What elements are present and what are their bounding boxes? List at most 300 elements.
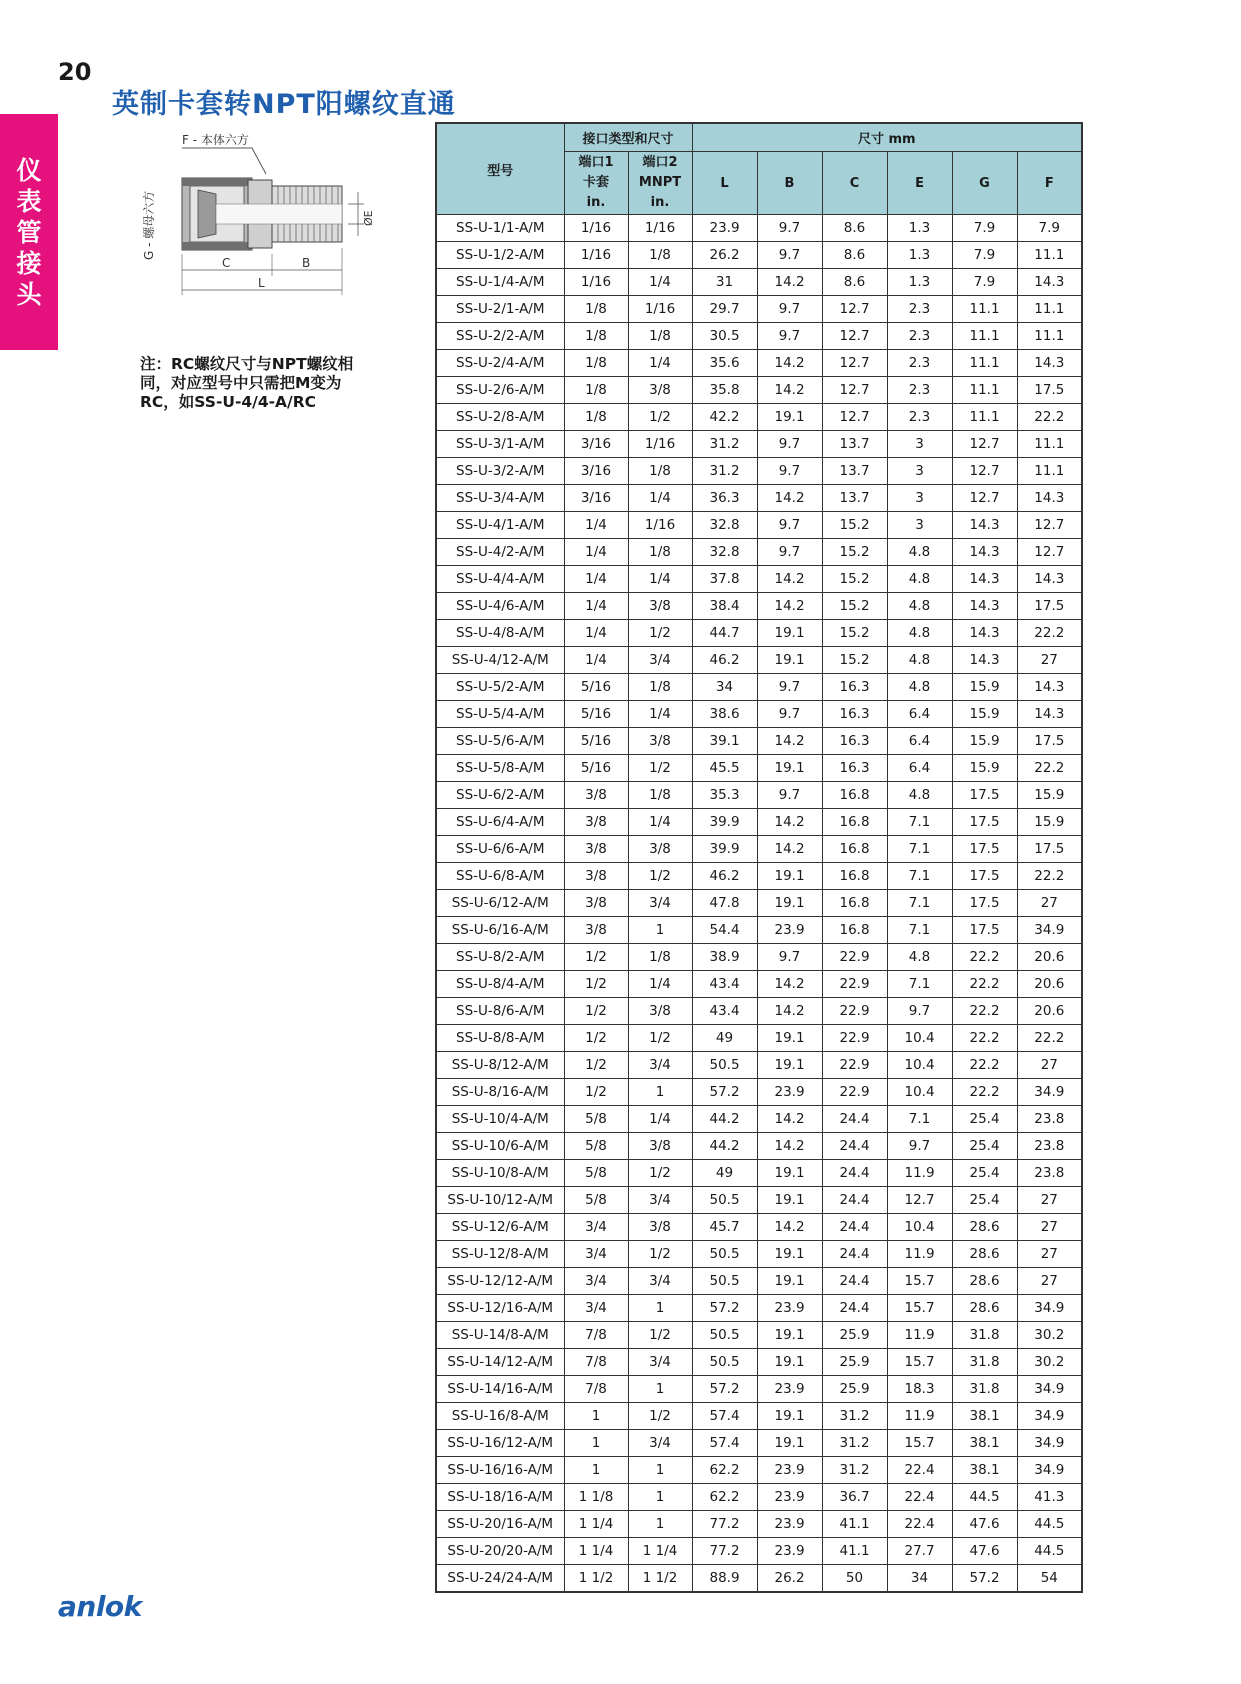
cell-e: 15.7 — [887, 1268, 952, 1295]
cell-port1: 1/2 — [564, 971, 628, 998]
cell-c: 41.1 — [822, 1538, 887, 1565]
cell-l: 26.2 — [692, 242, 757, 269]
cell-g: 11.1 — [952, 350, 1017, 377]
cell-model: SS-U-12/12-A/M — [436, 1268, 564, 1295]
cell-f: 17.5 — [1017, 836, 1082, 863]
cell-e: 7.1 — [887, 836, 952, 863]
cell-port2: 3/8 — [628, 728, 692, 755]
cell-g: 44.5 — [952, 1484, 1017, 1511]
cell-f: 34.9 — [1017, 1403, 1082, 1430]
cell-b: 9.7 — [757, 539, 822, 566]
cell-b: 14.2 — [757, 377, 822, 404]
cell-model: SS-U-12/6-A/M — [436, 1214, 564, 1241]
cell-l: 50.5 — [692, 1241, 757, 1268]
cell-g: 25.4 — [952, 1160, 1017, 1187]
cell-port2: 3/4 — [628, 1187, 692, 1214]
table-row — [436, 1295, 1082, 1322]
cell-port1: 3/8 — [564, 809, 628, 836]
cell-c: 15.2 — [822, 566, 887, 593]
cell-b: 14.2 — [757, 485, 822, 512]
cell-model: SS-U-1/4-A/M — [436, 269, 564, 296]
cell-f: 11.1 — [1017, 458, 1082, 485]
cell-c: 24.4 — [822, 1241, 887, 1268]
cell-port1: 3/16 — [564, 485, 628, 512]
cell-e: 4.8 — [887, 647, 952, 674]
cell-e: 3 — [887, 512, 952, 539]
cell-model: SS-U-4/12-A/M — [436, 647, 564, 674]
cell-b: 19.1 — [757, 1349, 822, 1376]
cell-c: 22.9 — [822, 1052, 887, 1079]
cell-port2: 3/4 — [628, 647, 692, 674]
cell-model: SS-U-6/4-A/M — [436, 809, 564, 836]
cell-l: 38.6 — [692, 701, 757, 728]
cell-model: SS-U-3/4-A/M — [436, 485, 564, 512]
cell-port2: 1/2 — [628, 1160, 692, 1187]
cell-l: 50.5 — [692, 1052, 757, 1079]
cell-port1: 1/16 — [564, 269, 628, 296]
cell-l: 31 — [692, 269, 757, 296]
cell-b: 9.7 — [757, 674, 822, 701]
cell-port2: 1 — [628, 1079, 692, 1106]
cell-f: 11.1 — [1017, 323, 1082, 350]
cell-f: 27 — [1017, 1268, 1082, 1295]
cell-g: 17.5 — [952, 890, 1017, 917]
table-row — [436, 674, 1082, 701]
cell-c: 24.4 — [822, 1187, 887, 1214]
cell-b: 14.2 — [757, 1106, 822, 1133]
cell-e: 4.8 — [887, 620, 952, 647]
cell-b: 23.9 — [757, 917, 822, 944]
cell-model: SS-U-5/4-A/M — [436, 701, 564, 728]
cell-f: 27 — [1017, 1241, 1082, 1268]
cell-f: 12.7 — [1017, 512, 1082, 539]
table-row — [436, 1349, 1082, 1376]
cell-model: SS-U-10/8-A/M — [436, 1160, 564, 1187]
cell-g: 57.2 — [952, 1565, 1017, 1593]
cell-e: 27.7 — [887, 1538, 952, 1565]
cell-model: SS-U-20/16-A/M — [436, 1511, 564, 1538]
cell-model: SS-U-6/6-A/M — [436, 836, 564, 863]
cell-model: SS-U-4/8-A/M — [436, 620, 564, 647]
table-row — [436, 863, 1082, 890]
cell-port1: 5/8 — [564, 1106, 628, 1133]
table-row — [436, 1268, 1082, 1295]
table-row — [436, 296, 1082, 323]
cell-b: 23.9 — [757, 1538, 822, 1565]
cell-port1: 7/8 — [564, 1322, 628, 1349]
header-dim-l: L — [692, 152, 757, 215]
table-row — [436, 701, 1082, 728]
cell-b: 19.1 — [757, 1187, 822, 1214]
table-row — [436, 458, 1082, 485]
cell-e: 6.4 — [887, 701, 952, 728]
diagram-label-c: C — [222, 256, 231, 270]
cell-g: 28.6 — [952, 1268, 1017, 1295]
cell-f: 23.8 — [1017, 1160, 1082, 1187]
cell-g: 22.2 — [952, 971, 1017, 998]
cell-model: SS-U-8/2-A/M — [436, 944, 564, 971]
cell-port1: 1/16 — [564, 215, 628, 242]
cell-g: 12.7 — [952, 458, 1017, 485]
cell-f: 23.8 — [1017, 1106, 1082, 1133]
cell-port1: 5/8 — [564, 1133, 628, 1160]
cell-f: 44.5 — [1017, 1511, 1082, 1538]
cell-l: 77.2 — [692, 1538, 757, 1565]
cell-port2: 3/4 — [628, 1052, 692, 1079]
cell-f: 27 — [1017, 890, 1082, 917]
cell-c: 8.6 — [822, 215, 887, 242]
cell-port1: 5/8 — [564, 1187, 628, 1214]
cell-port2: 1/2 — [628, 1241, 692, 1268]
cell-e: 12.7 — [887, 1187, 952, 1214]
table-row — [436, 782, 1082, 809]
cell-e: 3 — [887, 431, 952, 458]
table-row — [436, 620, 1082, 647]
cell-l: 35.8 — [692, 377, 757, 404]
cell-port2: 1/4 — [628, 350, 692, 377]
cell-b: 19.1 — [757, 404, 822, 431]
cell-b: 19.1 — [757, 863, 822, 890]
cell-model: SS-U-2/2-A/M — [436, 323, 564, 350]
cell-b: 19.1 — [757, 1322, 822, 1349]
cell-l: 45.5 — [692, 755, 757, 782]
cell-g: 11.1 — [952, 323, 1017, 350]
cell-port1: 1/4 — [564, 593, 628, 620]
cell-e: 7.1 — [887, 971, 952, 998]
header-dim-g: G — [952, 152, 1017, 215]
page-number: 20 — [58, 58, 92, 86]
cell-c: 24.4 — [822, 1160, 887, 1187]
cell-g: 7.9 — [952, 215, 1017, 242]
cell-g: 22.2 — [952, 944, 1017, 971]
cell-c: 31.2 — [822, 1430, 887, 1457]
cell-port1: 1/2 — [564, 1025, 628, 1052]
table-row — [436, 1322, 1082, 1349]
cell-port2: 1 1/2 — [628, 1565, 692, 1593]
cell-f: 11.1 — [1017, 431, 1082, 458]
cell-port1: 5/8 — [564, 1160, 628, 1187]
cell-g: 7.9 — [952, 269, 1017, 296]
cell-port1: 5/16 — [564, 755, 628, 782]
cell-g: 22.2 — [952, 1025, 1017, 1052]
cell-l: 35.6 — [692, 350, 757, 377]
cell-b: 23.9 — [757, 1511, 822, 1538]
cell-e: 15.7 — [887, 1295, 952, 1322]
diagram-label-e: ØE — [362, 210, 375, 226]
cell-model: SS-U-3/2-A/M — [436, 458, 564, 485]
cell-port2: 1/2 — [628, 1025, 692, 1052]
header-port-group: 接口类型和尺寸 — [564, 123, 692, 152]
cell-port2: 3/4 — [628, 1268, 692, 1295]
cell-c: 13.7 — [822, 431, 887, 458]
cell-e: 15.7 — [887, 1349, 952, 1376]
cell-l: 88.9 — [692, 1565, 757, 1593]
cell-port2: 1/2 — [628, 1403, 692, 1430]
cell-b: 23.9 — [757, 1295, 822, 1322]
cell-l: 44.7 — [692, 620, 757, 647]
cell-b: 19.1 — [757, 1403, 822, 1430]
cell-l: 57.2 — [692, 1079, 757, 1106]
cell-c: 22.9 — [822, 971, 887, 998]
table-row — [436, 593, 1082, 620]
cell-port2: 1 — [628, 1457, 692, 1484]
cell-e: 34 — [887, 1565, 952, 1593]
cell-e: 2.3 — [887, 323, 952, 350]
cell-port2: 1 1/4 — [628, 1538, 692, 1565]
cell-model: SS-U-14/16-A/M — [436, 1376, 564, 1403]
cell-port2: 3/8 — [628, 836, 692, 863]
cell-g: 31.8 — [952, 1349, 1017, 1376]
cell-e: 1.3 — [887, 269, 952, 296]
cell-f: 14.3 — [1017, 674, 1082, 701]
cell-e: 11.9 — [887, 1403, 952, 1430]
cell-c: 22.9 — [822, 998, 887, 1025]
cell-c: 16.3 — [822, 728, 887, 755]
cell-b: 23.9 — [757, 1376, 822, 1403]
cell-g: 31.8 — [952, 1376, 1017, 1403]
cell-c: 31.2 — [822, 1457, 887, 1484]
cell-model: SS-U-8/4-A/M — [436, 971, 564, 998]
table-row — [436, 539, 1082, 566]
cell-b: 14.2 — [757, 593, 822, 620]
cell-e: 22.4 — [887, 1484, 952, 1511]
cell-port2: 1 — [628, 1511, 692, 1538]
cell-model: SS-U-10/6-A/M — [436, 1133, 564, 1160]
cell-port1: 1/2 — [564, 944, 628, 971]
cell-f: 22.2 — [1017, 1025, 1082, 1052]
table-row — [436, 836, 1082, 863]
cell-f: 27 — [1017, 647, 1082, 674]
cell-c: 16.8 — [822, 917, 887, 944]
cell-g: 28.6 — [952, 1295, 1017, 1322]
cell-b: 14.2 — [757, 836, 822, 863]
cell-f: 30.2 — [1017, 1322, 1082, 1349]
cell-g: 28.6 — [952, 1214, 1017, 1241]
cell-l: 42.2 — [692, 404, 757, 431]
cell-port2: 1/4 — [628, 971, 692, 998]
cell-l: 34 — [692, 674, 757, 701]
cell-port2: 1 — [628, 1295, 692, 1322]
cell-f: 14.3 — [1017, 350, 1082, 377]
cell-c: 16.8 — [822, 890, 887, 917]
cell-model: SS-U-20/20-A/M — [436, 1538, 564, 1565]
cell-l: 49 — [692, 1160, 757, 1187]
cell-port1: 1/8 — [564, 350, 628, 377]
cell-model: SS-U-4/1-A/M — [436, 512, 564, 539]
cell-c: 25.9 — [822, 1376, 887, 1403]
cell-model: SS-U-4/2-A/M — [436, 539, 564, 566]
table-row — [436, 431, 1082, 458]
cell-b: 23.9 — [757, 1079, 822, 1106]
cell-f: 27 — [1017, 1214, 1082, 1241]
side-tab — [0, 114, 58, 350]
cell-model: SS-U-6/2-A/M — [436, 782, 564, 809]
cell-b: 14.2 — [757, 971, 822, 998]
cell-l: 50.5 — [692, 1187, 757, 1214]
cell-b: 9.7 — [757, 701, 822, 728]
cell-e: 10.4 — [887, 1079, 952, 1106]
cell-c: 31.2 — [822, 1403, 887, 1430]
table-row — [436, 1403, 1082, 1430]
cell-e: 10.4 — [887, 1025, 952, 1052]
cell-l: 45.7 — [692, 1214, 757, 1241]
cell-port2: 3/4 — [628, 1430, 692, 1457]
table-row — [436, 1457, 1082, 1484]
cell-f: 11.1 — [1017, 296, 1082, 323]
cell-port2: 1/8 — [628, 539, 692, 566]
cell-port2: 1/2 — [628, 863, 692, 890]
table-row — [436, 728, 1082, 755]
diagram-label-b: B — [302, 256, 311, 270]
cell-port1: 3/4 — [564, 1214, 628, 1241]
cell-g: 17.5 — [952, 782, 1017, 809]
cell-g: 47.6 — [952, 1511, 1017, 1538]
cell-e: 4.8 — [887, 566, 952, 593]
cell-model: SS-U-10/12-A/M — [436, 1187, 564, 1214]
cell-b: 9.7 — [757, 242, 822, 269]
cell-f: 14.3 — [1017, 269, 1082, 296]
cell-e: 11.9 — [887, 1160, 952, 1187]
cell-g: 47.6 — [952, 1538, 1017, 1565]
cell-e: 3 — [887, 458, 952, 485]
cell-c: 16.8 — [822, 863, 887, 890]
table-row — [436, 1430, 1082, 1457]
cell-g: 25.4 — [952, 1106, 1017, 1133]
cell-e: 7.1 — [887, 1106, 952, 1133]
cell-e: 11.9 — [887, 1241, 952, 1268]
header-dim-group: 尺寸 mm — [692, 123, 1082, 152]
table-row — [436, 1511, 1082, 1538]
cell-l: 43.4 — [692, 971, 757, 998]
cell-model: SS-U-14/12-A/M — [436, 1349, 564, 1376]
cell-c: 16.8 — [822, 809, 887, 836]
cell-b: 14.2 — [757, 350, 822, 377]
cell-c: 24.4 — [822, 1106, 887, 1133]
fitting-diagram — [130, 130, 400, 310]
cell-f: 14.3 — [1017, 566, 1082, 593]
cell-g: 12.7 — [952, 431, 1017, 458]
cell-f: 34.9 — [1017, 1376, 1082, 1403]
cell-g: 15.9 — [952, 728, 1017, 755]
cell-c: 16.3 — [822, 674, 887, 701]
cell-port1: 1 1/4 — [564, 1511, 628, 1538]
cell-model: SS-U-5/2-A/M — [436, 674, 564, 701]
table-row — [436, 404, 1082, 431]
side-tab-char: 接 — [16, 248, 42, 278]
cell-e: 7.1 — [887, 809, 952, 836]
cell-f: 20.6 — [1017, 998, 1082, 1025]
cell-c: 16.3 — [822, 701, 887, 728]
rc-thread-note: 注：RC螺纹尺寸与NPT螺纹相同，对应型号中只需把M变为RC，如SS-U-4/4-A/RC — [140, 355, 354, 411]
cell-port1: 1/8 — [564, 377, 628, 404]
cell-l: 50.5 — [692, 1349, 757, 1376]
cell-e: 6.4 — [887, 755, 952, 782]
table-row — [436, 1538, 1082, 1565]
cell-f: 34.9 — [1017, 917, 1082, 944]
cell-l: 44.2 — [692, 1106, 757, 1133]
table-row — [436, 890, 1082, 917]
cell-f: 20.6 — [1017, 944, 1082, 971]
cell-c: 8.6 — [822, 242, 887, 269]
cell-l: 29.7 — [692, 296, 757, 323]
cell-port1: 3/16 — [564, 431, 628, 458]
cell-c: 25.9 — [822, 1349, 887, 1376]
cell-c: 24.4 — [822, 1268, 887, 1295]
cell-g: 11.1 — [952, 404, 1017, 431]
cell-c: 15.2 — [822, 512, 887, 539]
cell-l: 46.2 — [692, 863, 757, 890]
cell-c: 15.2 — [822, 539, 887, 566]
cell-port2: 1 — [628, 1376, 692, 1403]
table-row — [436, 242, 1082, 269]
cell-b: 14.2 — [757, 1214, 822, 1241]
cell-g: 14.3 — [952, 647, 1017, 674]
cell-b: 14.2 — [757, 809, 822, 836]
table-body — [436, 215, 1082, 1593]
cell-l: 32.8 — [692, 539, 757, 566]
cell-port1: 1/4 — [564, 620, 628, 647]
cell-model: SS-U-12/16-A/M — [436, 1295, 564, 1322]
cell-b: 14.2 — [757, 728, 822, 755]
cell-model: SS-U-8/6-A/M — [436, 998, 564, 1025]
cell-port1: 1/8 — [564, 296, 628, 323]
cell-g: 31.8 — [952, 1322, 1017, 1349]
table-row — [436, 755, 1082, 782]
table-row — [436, 350, 1082, 377]
cell-b: 14.2 — [757, 269, 822, 296]
table-row — [436, 323, 1082, 350]
cell-l: 35.3 — [692, 782, 757, 809]
header-dim-b: B — [757, 152, 822, 215]
cell-e: 10.4 — [887, 1214, 952, 1241]
cell-port1: 3/4 — [564, 1241, 628, 1268]
cell-l: 38.4 — [692, 593, 757, 620]
cell-g: 14.3 — [952, 539, 1017, 566]
cell-g: 12.7 — [952, 485, 1017, 512]
cell-c: 13.7 — [822, 485, 887, 512]
cell-model: SS-U-10/4-A/M — [436, 1106, 564, 1133]
table-row — [436, 1241, 1082, 1268]
cell-e: 1.3 — [887, 215, 952, 242]
cell-f: 22.2 — [1017, 404, 1082, 431]
cell-b: 14.2 — [757, 1133, 822, 1160]
table-row — [436, 998, 1082, 1025]
cell-g: 7.9 — [952, 242, 1017, 269]
cell-f: 14.3 — [1017, 485, 1082, 512]
cell-port2: 1/4 — [628, 809, 692, 836]
diagram-label-l: L — [258, 276, 265, 290]
cell-b: 9.7 — [757, 215, 822, 242]
cell-l: 46.2 — [692, 647, 757, 674]
cell-model: SS-U-6/8-A/M — [436, 863, 564, 890]
cell-l: 77.2 — [692, 1511, 757, 1538]
cell-b: 19.1 — [757, 1268, 822, 1295]
header-dim-c: C — [822, 152, 887, 215]
cell-port2: 1 — [628, 917, 692, 944]
cell-e: 7.1 — [887, 890, 952, 917]
cell-port2: 1/8 — [628, 782, 692, 809]
cell-b: 19.1 — [757, 1241, 822, 1268]
table-row — [436, 1052, 1082, 1079]
table-row — [436, 1160, 1082, 1187]
cell-port1: 5/16 — [564, 728, 628, 755]
table-row — [436, 485, 1082, 512]
cell-f: 7.9 — [1017, 215, 1082, 242]
cell-port2: 1/2 — [628, 1322, 692, 1349]
cell-b: 9.7 — [757, 944, 822, 971]
cell-l: 57.4 — [692, 1430, 757, 1457]
cell-port1: 1/2 — [564, 1079, 628, 1106]
